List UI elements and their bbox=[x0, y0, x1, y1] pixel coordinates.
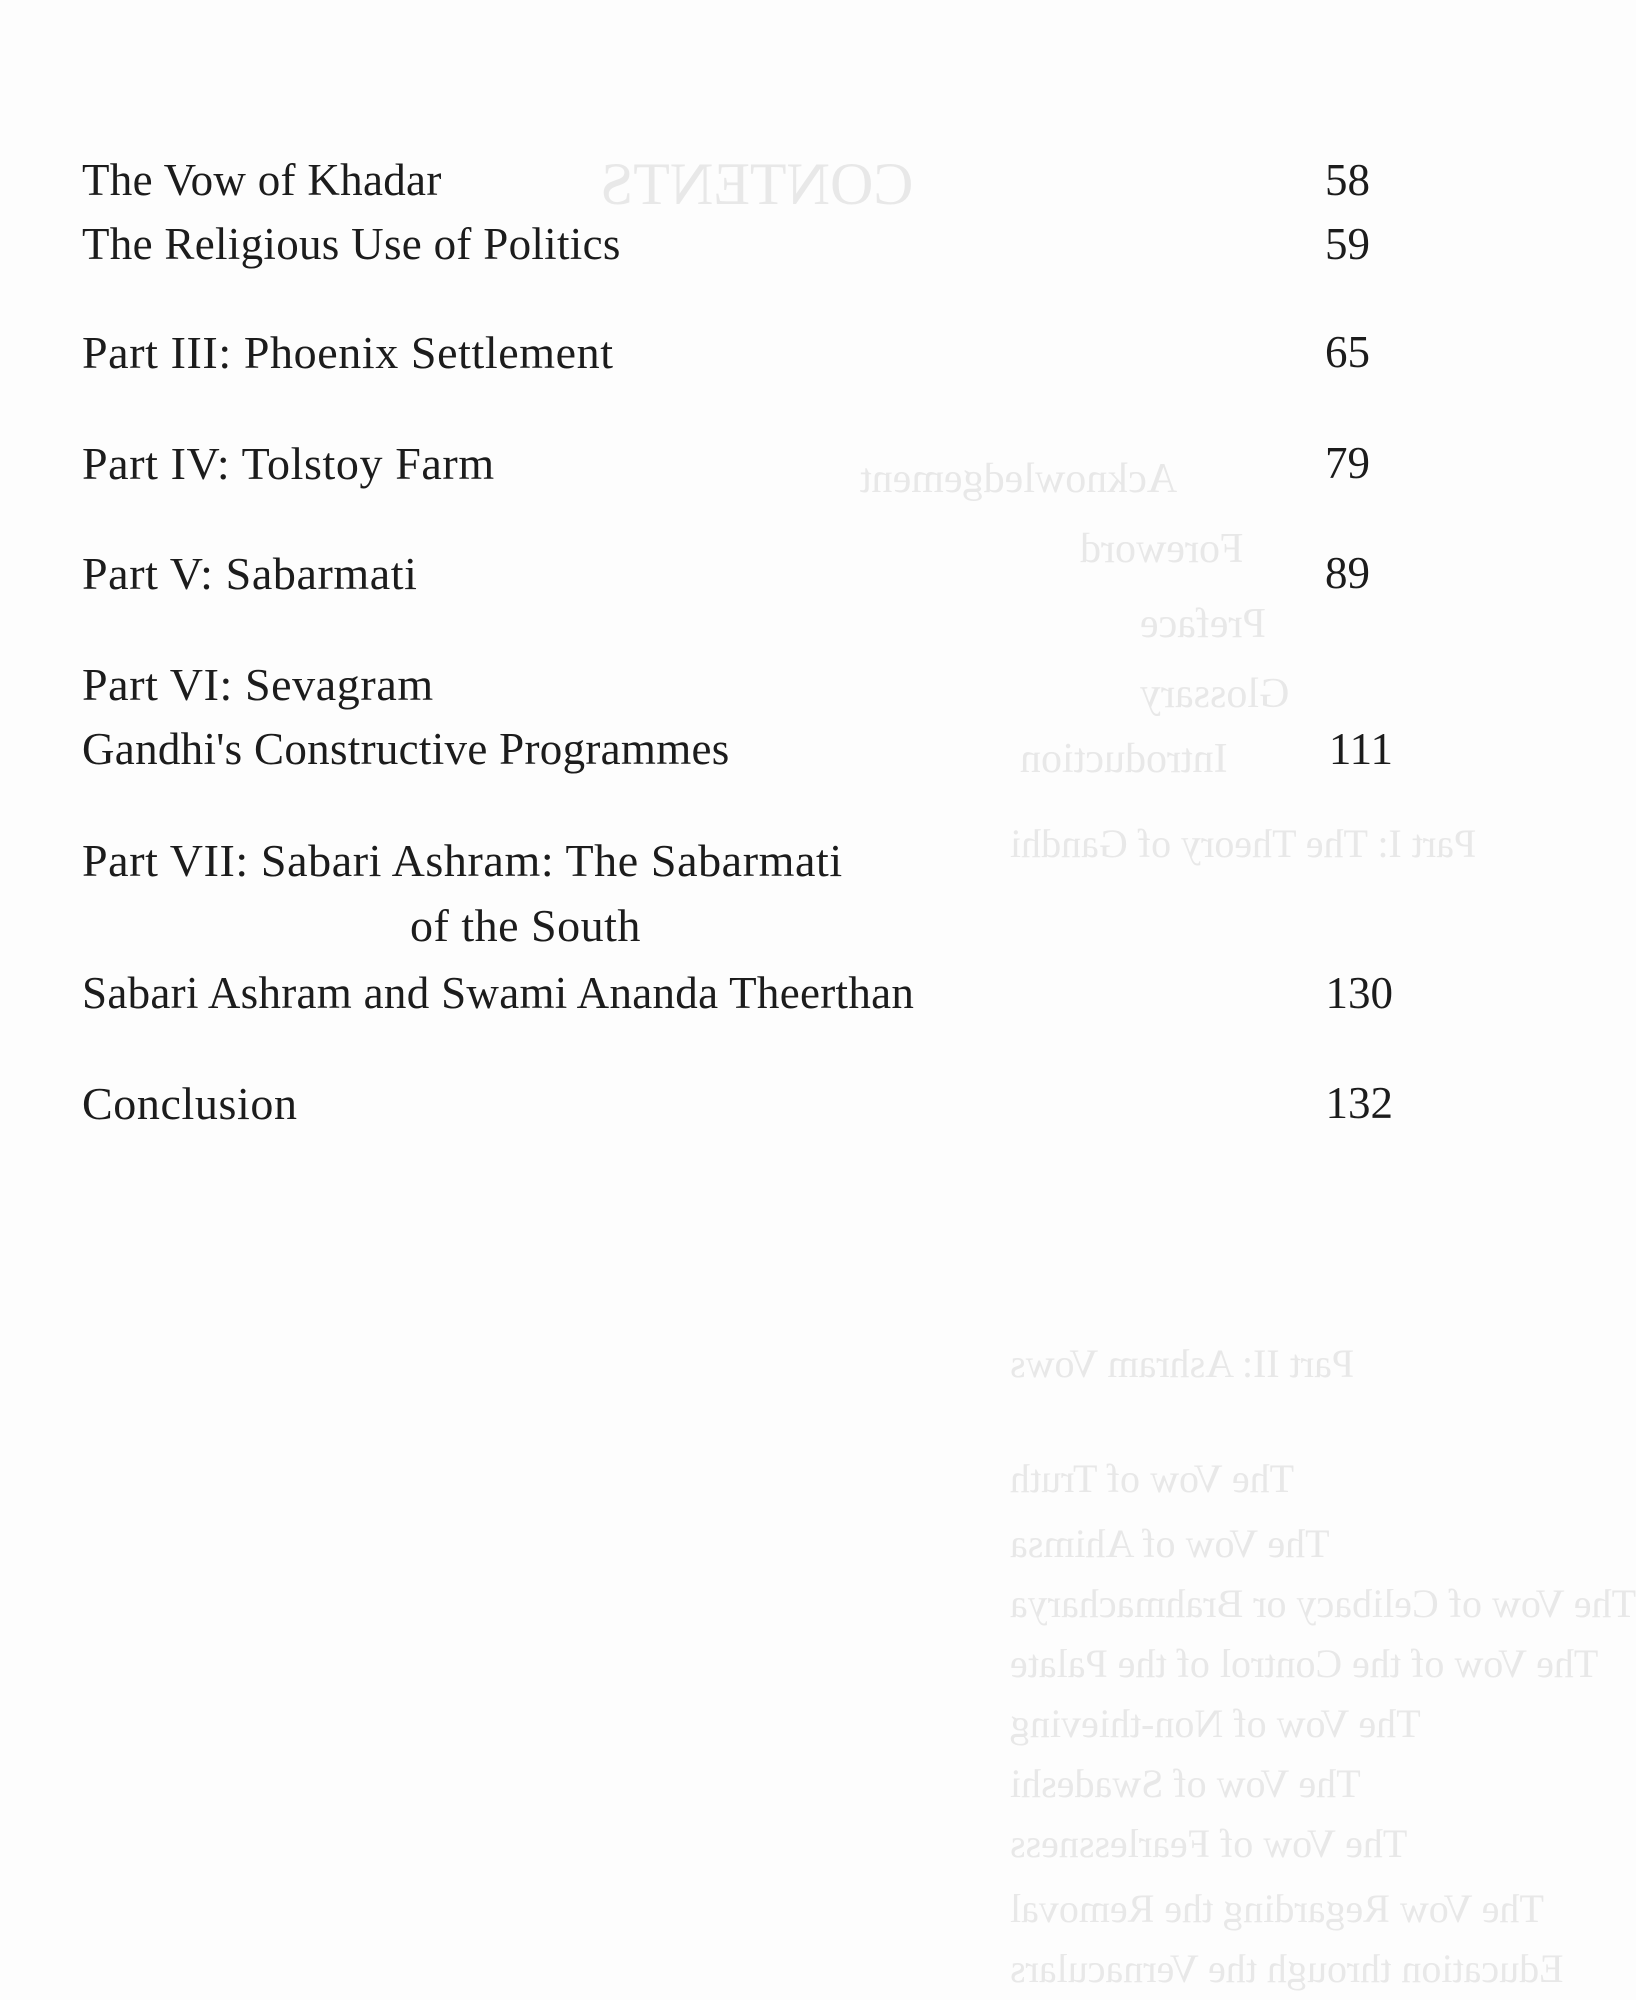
toc-entry-title: The Vow of Khadar bbox=[82, 155, 442, 205]
bleed-through-text: The Vow of Fearlessness bbox=[1010, 1821, 1408, 1866]
toc-entry-page: 58 bbox=[1325, 155, 1370, 205]
toc-entry-page: 89 bbox=[1325, 548, 1370, 598]
bleed-through-text: Glossary bbox=[1140, 671, 1290, 717]
bleed-through-text: The Vow of Swadeshi bbox=[1010, 1761, 1361, 1806]
bleed-through-text: Preface bbox=[1140, 601, 1266, 647]
toc-entry-page: 79 bbox=[1325, 438, 1370, 488]
toc-entry-title: Conclusion bbox=[82, 1078, 298, 1129]
toc-entry-page: 130 bbox=[1325, 968, 1393, 1018]
bleed-through-text: The Vow of Celibacy or Brahmacharya bbox=[1010, 1581, 1636, 1626]
toc-entry-page: 65 bbox=[1325, 327, 1370, 377]
bleed-through-text: The Vow of Ahimsa bbox=[1010, 1521, 1330, 1566]
bleed-through-text: Part I: The Theory of Gandhi bbox=[1010, 821, 1477, 866]
bleed-through-text: Education through the Vernaculars bbox=[1010, 1946, 1564, 1991]
toc-entry-page: 132 bbox=[1325, 1078, 1393, 1128]
bleed-through-text: CONTENTS bbox=[600, 151, 914, 217]
toc-entry-page: 59 bbox=[1325, 219, 1370, 269]
bleed-through-text: The Vow of Non-thieving bbox=[1010, 1701, 1421, 1746]
bleed-through-text: Acknowledgement bbox=[860, 456, 1178, 502]
toc-entry-title: Part III: Phoenix Settlement bbox=[82, 327, 614, 378]
toc-entry-title: Sabari Ashram and Swami Ananda Theerthan bbox=[82, 968, 915, 1018]
toc-entry-title: The Religious Use of Politics bbox=[82, 219, 621, 269]
toc-entry-title: Part IV: Tolstoy Farm bbox=[82, 438, 495, 489]
bleed-through-text: Introduction bbox=[1020, 736, 1228, 782]
toc-entry-title: Gandhi's Constructive Programmes bbox=[82, 724, 730, 774]
bleed-through-text: Part II: Ashram Vows bbox=[1010, 1341, 1355, 1386]
bleed-through-text: The Vow Regarding the Removal bbox=[1010, 1886, 1544, 1931]
bleed-through-text: Foreword bbox=[1080, 526, 1244, 572]
toc-entry-title: Part V: Sabarmati bbox=[82, 548, 418, 599]
bleed-through-text: The Vow of Truth bbox=[1010, 1456, 1295, 1501]
toc-entry-page: 111 bbox=[1328, 724, 1393, 774]
toc-entry-title: Part VII: Sabari Ashram: The Sabarmati bbox=[82, 835, 843, 886]
toc-entry-title: Part VI: Sevagram bbox=[82, 659, 434, 710]
toc-entry-continuation: of the South bbox=[410, 900, 641, 951]
bleed-through-text: The Vow of the Control of the Palate bbox=[1010, 1641, 1599, 1686]
